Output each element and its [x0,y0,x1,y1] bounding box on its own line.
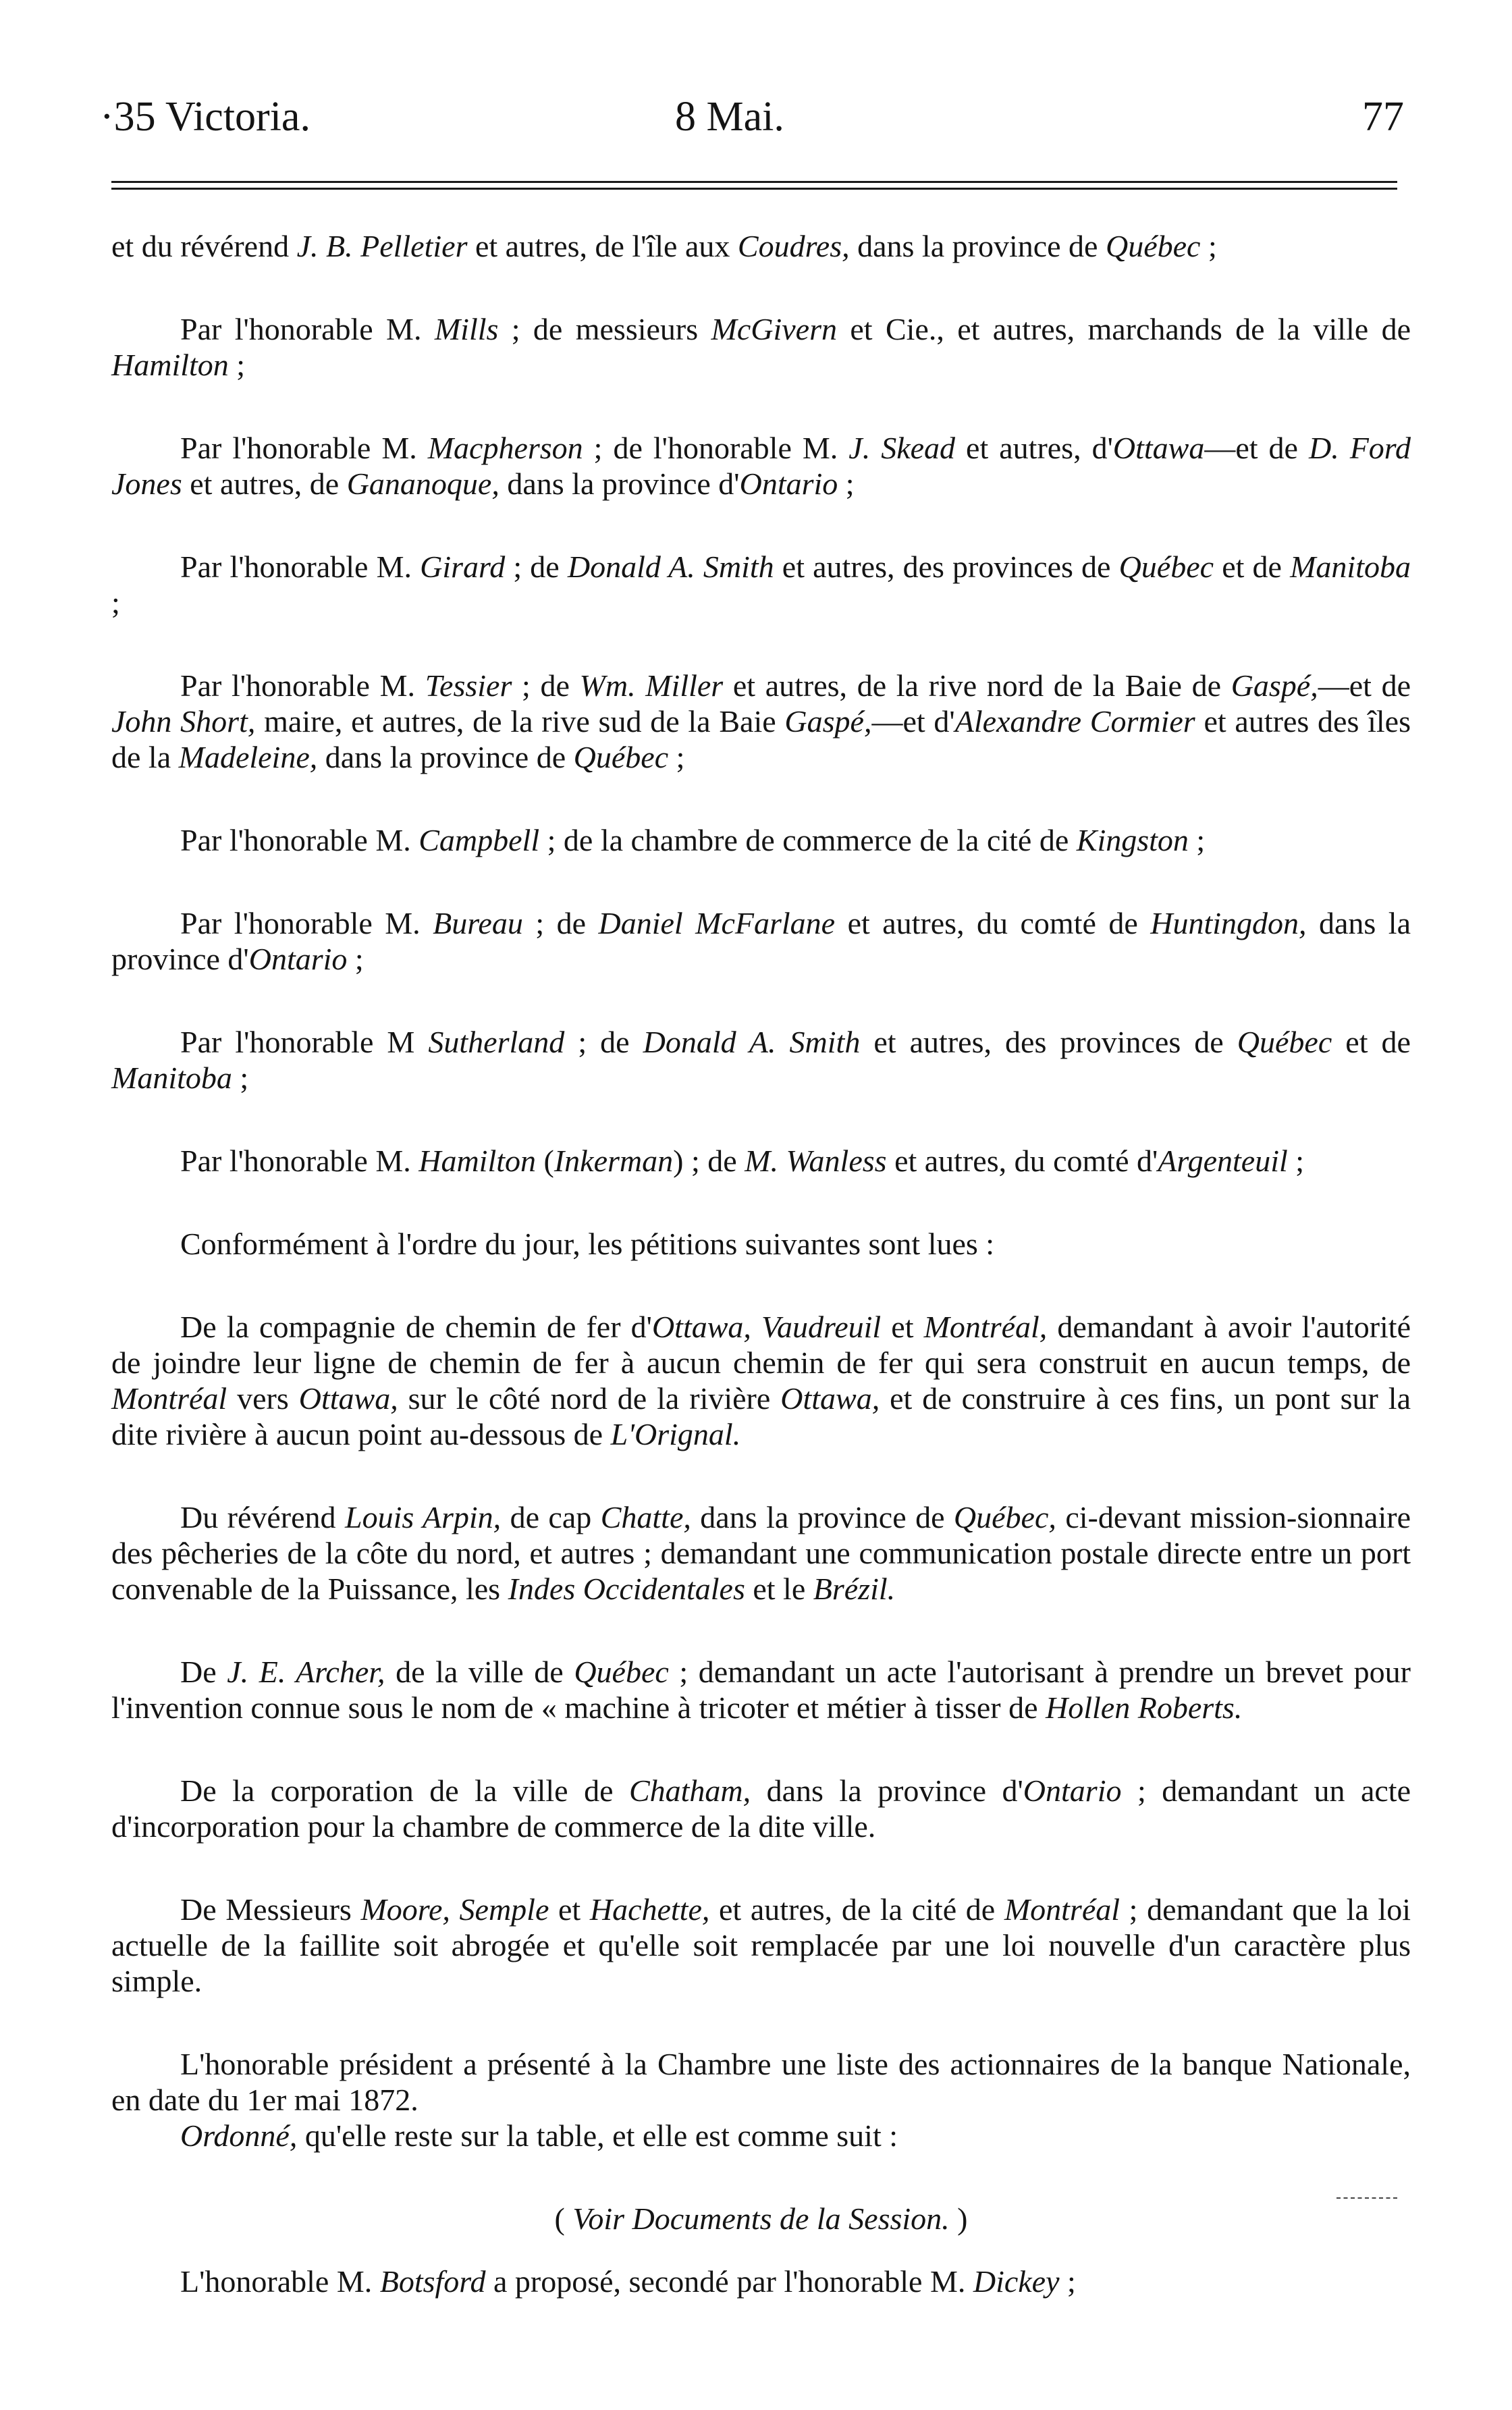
italic-run: Manitoba [1290,550,1411,584]
italic-run: Gaspé, [1231,668,1318,703]
italic-run: Hachette, [589,1892,710,1927]
italic-run: Québec [573,740,669,774]
paragraph-10: De la compagnie de chemin de fer d'Ottawa, Vaudreuil et Montréal, demandant à avoir l'autorité de joindre leur ligne de chemin de fer à aucun chemin de fer qui sera construit en aucun temps, de Montréal vers Ottawa, sur le côté nord de la rivière Ottawa, et de construire à ces fins, un pont sur la dite rivière à aucun point au-dessous de L'Orignal. [111,1310,1411,1451]
italic-run: Argenteuil [1158,1144,1288,1178]
italic-run: Ordonné, [180,2118,298,2153]
italic-run: Ontario [1023,1773,1122,1808]
italic-run: Ottawa, [780,1381,880,1416]
italic-run: Montréal, [923,1310,1048,1344]
paragraph-18: L'honorable M. Botsford a proposé, secondé par l'honorable M. Dickey ; [180,2264,1076,2299]
paragraph-1: Par l'honorable M. Mills ; de messieurs McGivern et Cie., et autres, marchands de la ville de Hamilton ; [111,312,1411,382]
italic-run: Gananoque, [346,466,500,501]
italic-run: Chatham, [628,1773,751,1808]
italic-run: Bureau [433,906,523,940]
italic-run: Madeleine, [178,740,318,774]
page-number: 77 [1362,94,1404,140]
italic-run: John Short, [111,704,256,739]
paragraph-3: Par l'honorable M. Girard ; de Donald A. Smith et autres, des provinces de Québec et de Manitoba ; [111,550,1411,620]
italic-run: Québec, [953,1500,1056,1534]
italic-run: Indes Occidentales [508,1572,745,1606]
paragraph-0: et du révérend J. B. Pelletier et autres, de l'île aux Coudres, dans la province de Québec ; [111,229,1217,263]
italic-run: J. B. Pelletier [296,229,468,263]
italic-run: Alexandre Cormier [954,704,1195,739]
italic-run: Ottawa, [298,1381,398,1416]
running-head-date: 8 Mai. [675,94,784,140]
italic-run: Kingston [1076,823,1189,857]
italic-run: Québec [1237,1025,1332,1059]
italic-run: Huntingdon, [1150,906,1307,940]
italic-run: Québec [1118,550,1214,584]
italic-run: Hamilton [418,1144,537,1178]
paragraph-2: Par l'honorable M. Macpherson ; de l'honorable M. J. Skead et autres, d'Ottawa—et de D. Ford Jones et autres, de Gananoque, dans la province d'Ontario ; [111,431,1411,501]
paragraph-4: Par l'honorable M. Tessier ; de Wm. Miller et autres, de la rive nord de la Baie de Gaspé,—et de John Short, maire, et autres, de la rive sud de la Baie Gaspé,—et d'Alexandre Cormier et autres des îles de la Madeleine, dans la province de Québec ; [111,668,1411,774]
italic-run: Montréal [1004,1892,1120,1927]
italic-run: D. Ford Jones [111,431,1411,501]
italic-run: Hamilton [111,348,229,382]
italic-run: Sutherland [428,1025,565,1059]
page-end-dash [1336,2197,1397,2199]
italic-run: L'Orignal. [610,1417,741,1451]
italic-run: Girard [420,550,506,584]
italic-run: Louis Arpin, [344,1500,502,1534]
italic-run: Hollen Roberts. [1046,1690,1243,1725]
italic-run: J. E. Archer, [227,1655,385,1689]
paragraph-11: Du révérend Louis Arpin, de cap Chatte, dans la province de Québec, ci-devant mission-sionnaire des pêcheries de la côte du nord, et autres ; demandant une communication postale directe entre un port convenable de la Puissance, les Indes Occidentales et le Brézil. [111,1500,1411,1606]
italic-run: Daniel McFarlane [598,906,836,940]
italic-run: Donald A. Smith [643,1025,861,1059]
italic-run: Ottawa [1112,431,1205,465]
italic-run: Montréal [111,1381,227,1416]
italic-run: Wm. Miller [579,668,724,703]
paragraph-14: De Messieurs Moore, Semple et Hachette, et autres, de la cité de Montréal ; demandant que la loi actuelle de la faillite soit abrogée et qu'elle soit remplacée par une loi nouvelle d'un caractère plus simple. [111,1892,1411,1998]
italic-run: Chatte, [600,1500,691,1534]
italic-run: J. Skead [848,431,956,465]
italic-run: Québec [1105,229,1201,263]
italic-run: Ontario [248,942,348,976]
paragraph-12: De J. E. Archer, de la ville de Québec ; demandant un acte l'autorisant à prendre un brevet pour l'invention connue sous le nom de « machine à tricoter et métier à tisser de Hollen Roberts. [111,1655,1411,1725]
italic-run: Inkerman [554,1144,674,1178]
paragraph-6: Par l'honorable M. Bureau ; de Daniel McFarlane et autres, du comté de Huntingdon, dans la province d'Ontario ; [111,906,1411,976]
paragraph-8: Par l'honorable M. Hamilton (Inkerman) ; de M. Wanless et autres, du comté d'Argenteuil ; [180,1144,1305,1178]
italic-run: Coudres, [737,229,850,263]
italic-run: Donald A. Smith [567,550,774,584]
italic-run: Ottawa, Vaudreuil [651,1310,882,1344]
journal-body [111,228,1411,2299]
italic-run: Tessier [425,668,512,703]
italic-run: Moore, Semple [360,1892,549,1927]
paragraph-17: ( Voir Documents de la Session. ) [554,2201,968,2236]
running-head-session: ·35 Victoria. [100,94,310,140]
page-header [88,80,1404,154]
italic-run: Dickey [973,2264,1060,2299]
paragraph-16: Ordonné, qu'elle reste sur la table, et elle est comme suit : [180,2118,898,2153]
italic-run: Campbell [418,823,540,857]
italic-run: Gaspé, [784,704,872,739]
italic-run: Voir Documents de la Session. [572,2201,950,2236]
italic-run: M. Wanless [745,1144,887,1178]
italic-run: Macpherson [427,431,583,465]
italic-run: Manitoba [111,1061,232,1095]
italic-run: Ontario [739,466,838,501]
header-rule-top [111,181,1397,183]
italic-run: McGivern [711,312,837,346]
paragraph-13: De la corporation de la ville de Chatham, dans la province d'Ontario ; demandant un acte d'incorporation pour la chambre de commerce de la dite ville. [111,1773,1411,1844]
paragraph-5: Par l'honorable M. Campbell ; de la chambre de commerce de la cité de Kingston ; [180,823,1206,857]
italic-run: Mills [434,312,499,346]
italic-run: Botsford [379,2264,486,2299]
header-rule-bottom [111,188,1397,190]
paragraph-15: L'honorable président a présenté à la Chambre une liste des actionnaires de la banque Nationale, en date du 1er mai 1872. [111,2047,1411,2117]
italic-run: Québec [574,1655,669,1689]
italic-run: Brézil. [813,1572,896,1606]
paragraph-7: Par l'honorable M Sutherland ; de Donald A. Smith et autres, des provinces de Québec et de Manitoba ; [111,1025,1411,1095]
paragraph-9: Conformément à l'ordre du jour, les pétitions suivantes sont lues : [180,1227,995,1261]
